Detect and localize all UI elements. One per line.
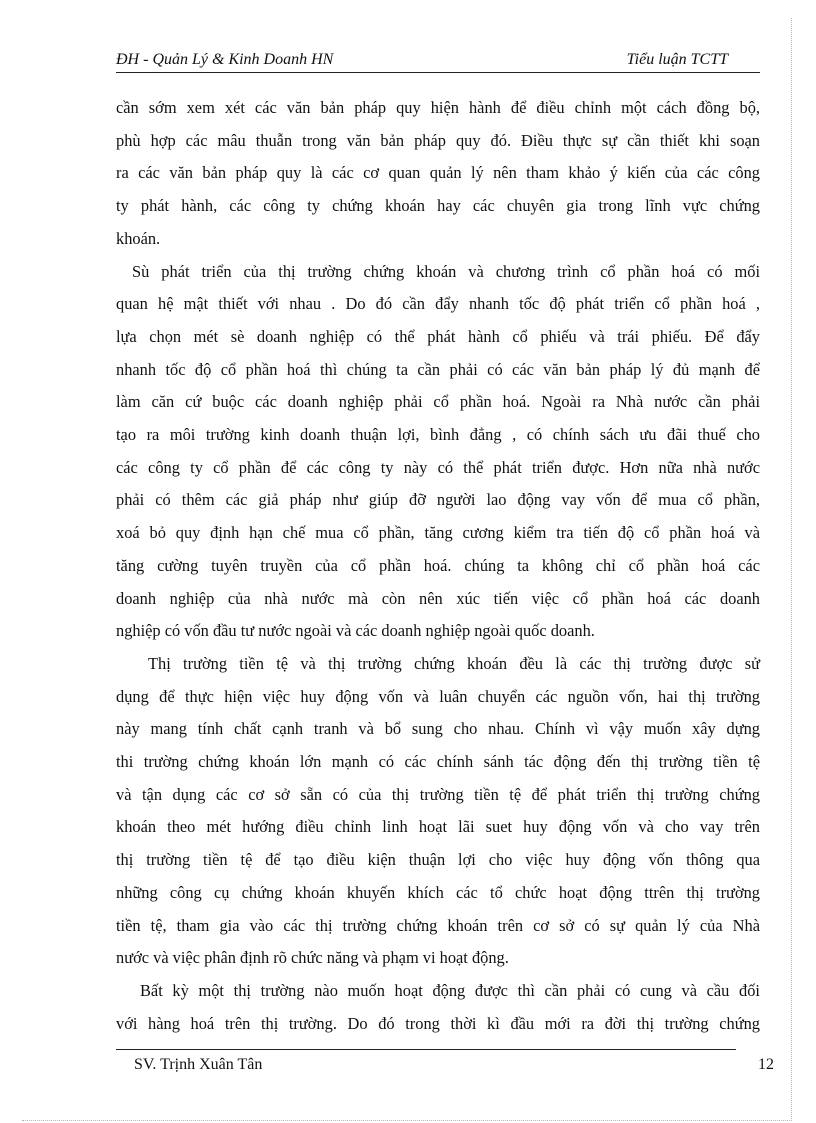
text-line: tiền tệ, tham gia vào các thị trường chứng khoán trên cơ sở có sự quản lý của Nhà (116, 915, 760, 935)
text-line: những công cụ chứng khoán khuyến khích các tổ chức hoạt động ttrên thị trường (116, 882, 760, 902)
body-text (116, 92, 760, 1040)
text-line: làm căn cứ buộc các doanh nghiệp phải cổ phần hoá. Ngoài ra Nhà nước cần phải (116, 392, 760, 412)
header-institution: ĐH - Quản Lý & Kinh Doanh HN (116, 51, 334, 68)
text-line: các công ty cổ phần để các công ty này có thể phát triển được. Hơn nữa nhà nước (116, 457, 760, 477)
text-line: thi trường chứng khoán lớn mạnh có các chính sánh tác động đến thị trường tiền tệ (116, 752, 760, 772)
text-line: thị trường tiền tệ để tạo điều kiện thuận lợi cho việc huy động vốn thông qua (116, 850, 760, 870)
text-line: Thị trường tiền tệ và thị trường chứng khoán đều là các thị trường được sử (148, 653, 760, 673)
paragraph-4 (116, 975, 760, 1040)
text-line: tạo ra môi trường kinh doanh thuận lợi, bình đẳng , có chính sách ưu đãi thuế cho (116, 425, 760, 445)
text-line: nước và việc phân định rõ chức năng và phạm vi hoạt động. (116, 948, 509, 968)
text-line: lựa chọn mét sè doanh nghiệp có thể phát hành cổ phiếu và trái phiếu. Để đẩy (116, 326, 760, 346)
text-line: dụng để thực hiện việc huy động vốn và luân chuyển các nguồn vốn, hai thị trường (116, 686, 760, 706)
page-number: 12 (758, 1056, 774, 1073)
text-line: và tận dụng các cơ sở sẵn có của thị trường tiền tệ để phát triển thị trường chứng (116, 784, 760, 804)
text-line: Sù phát triển của thị trường chứng khoán và chương trình cổ phần hoá có mối (132, 261, 760, 281)
text-line: cần sớm xem xét các văn bản pháp quy hiện hành để điều chỉnh một cách đồng bộ, (116, 98, 760, 117)
text-line: nhanh tốc độ cổ phần hoá thì chúng ta cần phải có các văn bản pháp lý đủ mạnh để (116, 359, 760, 379)
text-line: ty phát hành, các công ty chứng khoán hay các chuyên gia trong lĩnh vực chứng (116, 196, 760, 216)
footer-rule (116, 1049, 736, 1050)
text-line: doanh nghiệp của nhà nước mà còn nên xúc tiến việc cổ phần hoá các doanh (116, 588, 760, 608)
text-line: quan hệ mật thiết với nhau . Do đó cần đẩy nhanh tốc độ phát triển cổ phần hoá , (116, 294, 760, 314)
text-line: khoán. (116, 228, 161, 248)
text-line: Bất kỳ một thị trường nào muốn hoạt động được thì cần phải có cung và cầu đối (140, 980, 760, 1000)
text-line: khoán theo mét hướng điều chỉnh linh hoạt lãi suet huy động vốn và cho vay trên (116, 817, 760, 837)
text-line: nghiệp có vốn đầu tư nước ngoài và các doanh nghiệp ngoài quốc doanh. (116, 621, 595, 641)
paragraph-2 (116, 256, 760, 648)
text-line: phải có thêm các giả pháp như giúp đỡ người lao động vay vốn để mua cổ phần, (116, 490, 760, 510)
text-line: này mang tính chất cạnh tranh và bổ sung cho nhau. Chính vì vậy muốn xây dựng (116, 719, 760, 739)
text-line: phù hợp các mâu thuẫn trong văn bản pháp quy đó. Điều thực sự cần thiết khi soạn (116, 130, 760, 150)
text-line: tăng cường tuyên truyền của cổ phần hoá. chúng ta không chỉ cổ phần hoá các (116, 555, 760, 575)
header-document-type: Tiểu luận TCTT (626, 51, 728, 68)
paragraph-3 (116, 648, 760, 975)
text-line: ra các văn bản pháp quy là các cơ quan quản lý nên tham khảo ý kiến của các công (116, 163, 760, 183)
text-line: với hàng hoá trên thị trường. Do đó trong thời kì đầu mới ra đời thị trường chứng (116, 1013, 760, 1033)
running-header (116, 50, 760, 73)
footer-author: SV. Trịnh Xuân Tân (134, 1056, 263, 1073)
text-line: xoá bỏ quy định hạn chế mua cổ phần, tăng cương kiểm tra tiến độ cổ phần hoá và (116, 523, 760, 543)
paragraph-1 (116, 92, 760, 256)
